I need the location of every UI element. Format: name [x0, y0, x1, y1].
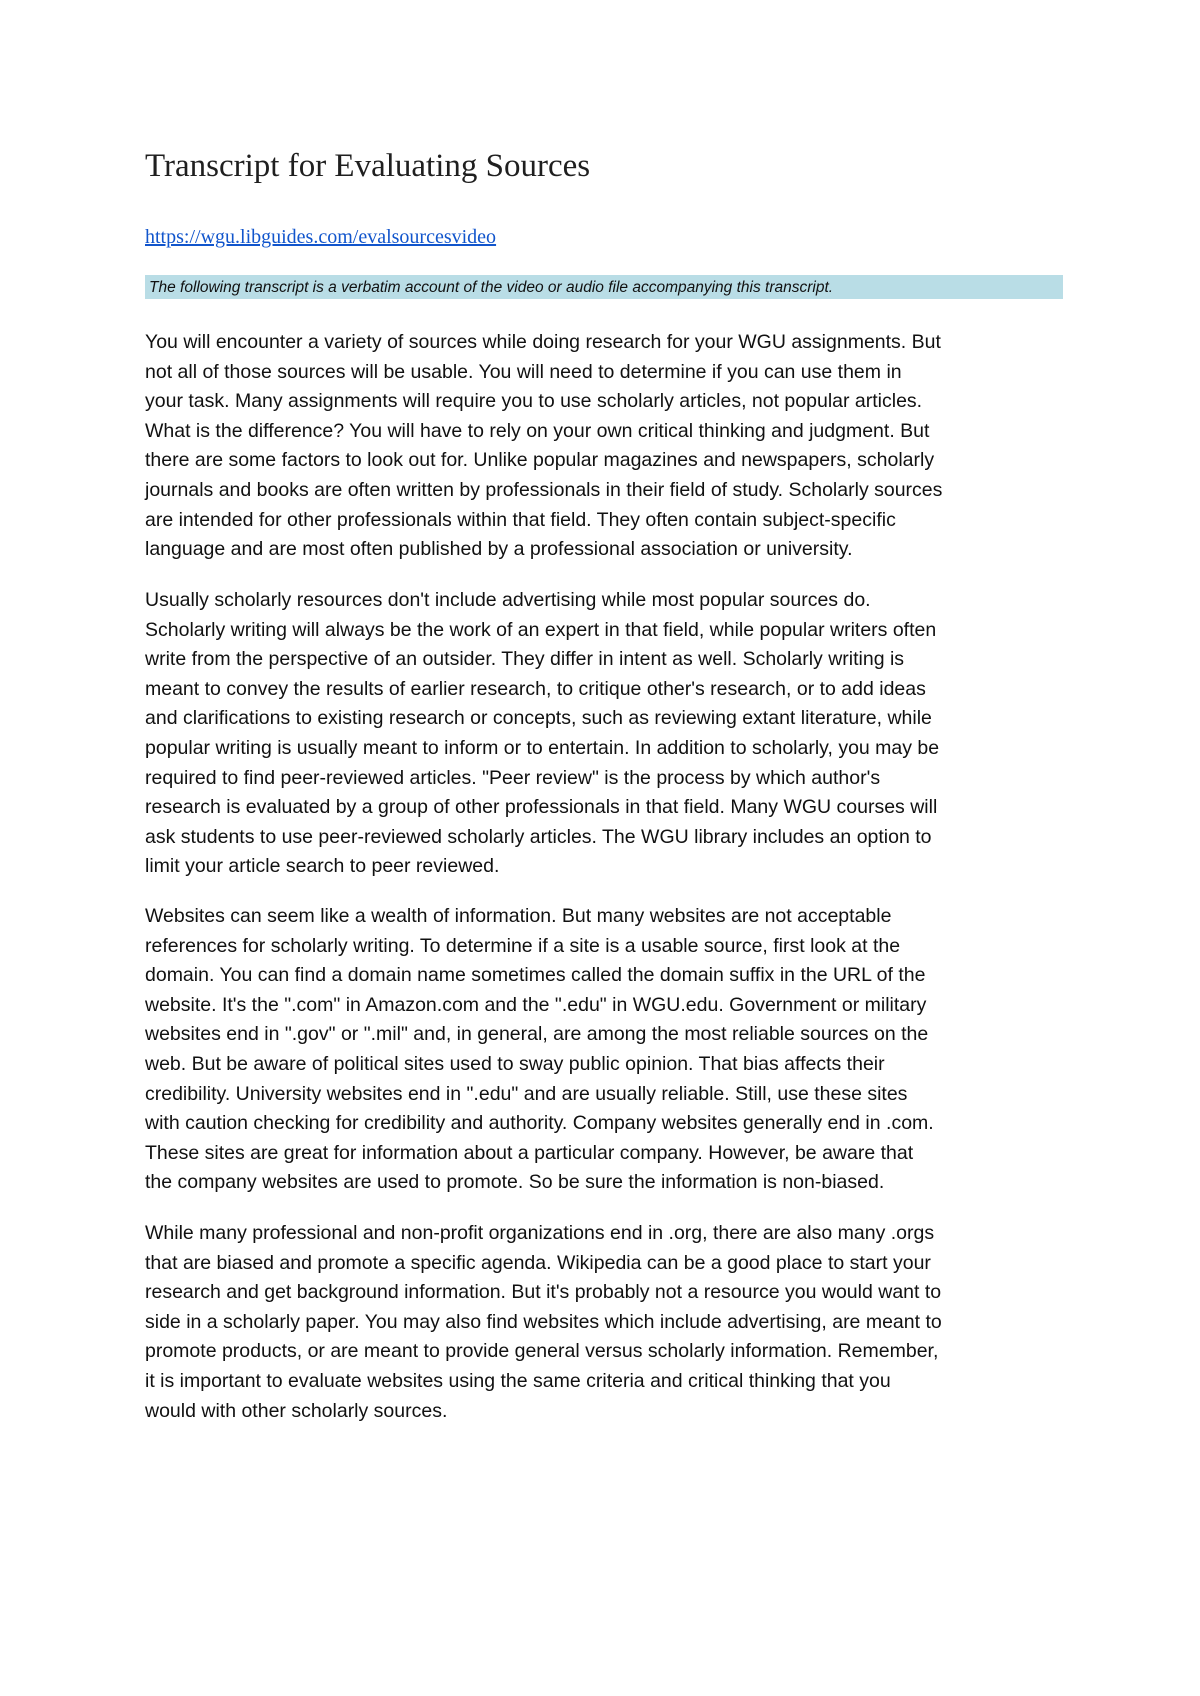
- paragraph-line: While many professional and non-profit organizations end in .org, there are also many .orgs: [145, 1222, 935, 1244]
- page-title: Transcript for Evaluating Sources: [145, 148, 591, 184]
- paragraph-line: promote products, or are meant to provide general versus scholarly information. Remember,: [145, 1340, 939, 1363]
- paragraph-line: your task. Many assignments will require you to use scholarly articles, not popular articles.: [145, 390, 923, 413]
- paragraph-line: Usually scholarly resources don't include advertising while most popular sources do.: [145, 589, 871, 611]
- video-link[interactable]: https://wgu.libguides.com/evalsourcesvideo: [145, 226, 497, 248]
- paragraph-2: [145, 586, 939, 882]
- paragraph-line: with caution checking for credibility and authority. Company websites generally end in .com.: [145, 1112, 934, 1135]
- paragraph-line: popular writing is usually meant to inform or to entertain. In addition to scholarly, you may be: [145, 736, 940, 759]
- paragraph-line: the company websites are used to promote. So be sure the information is non-biased.: [145, 1171, 885, 1194]
- paragraph-line: journals and books are often written by professionals in their field of study. Scholarly sources: [145, 478, 943, 501]
- paragraph-line: website. It's the ".com" in Amazon.com and the ".edu" in WGU.edu. Government or military: [145, 993, 927, 1016]
- paragraph-line: side in a scholarly paper. You may also find websites which include advertising, are meant to: [145, 1310, 942, 1333]
- transcript-notice: The following transcript is a verbatim account of the video or audio file accompanying this transcript.: [145, 275, 1063, 299]
- paragraph-line: references for scholarly writing. To determine if a site is a usable source, first look at the: [145, 934, 901, 957]
- paragraph-line: not all of those sources will be usable. You will need to determine if you can use them in: [145, 360, 902, 383]
- paragraph-line: What is the difference? You will have to rely on your own critical thinking and judgment. But: [145, 419, 930, 442]
- paragraph-line: web. But be aware of political sites used to sway public opinion. That bias affects their: [145, 1052, 885, 1075]
- paragraph-line: ask students to use peer-reviewed scholarly articles. The WGU library includes an option to: [145, 825, 932, 848]
- paragraph-line: research and get background information. But it's probably not a resource you would want to: [145, 1281, 942, 1304]
- paragraph-line: These sites are great for information about a particular company. However, be aware that: [145, 1141, 914, 1164]
- paragraph-line: limit your article search to peer reviewed.: [145, 855, 500, 878]
- paragraph-line: required to find peer-reviewed articles. "Peer review" is the process by which author's: [145, 766, 881, 789]
- paragraph-line: meant to convey the results of earlier research, to critique other's research, or to add ideas: [145, 677, 926, 700]
- paragraph-line: it is important to evaluate websites using the same criteria and critical thinking that you: [145, 1369, 891, 1392]
- paragraph-line: there are some factors to look out for. Unlike popular magazines and newspapers, scholarly: [145, 449, 935, 472]
- paragraph-line: Websites can seem like a wealth of information. But many websites are not acceptable: [145, 905, 892, 927]
- paragraph-line: websites end in ".gov" or ".mil" and, in general, are among the most reliable sources on the: [145, 1023, 929, 1046]
- paragraph-line: write from the perspective of an outsider. They differ in intent as well. Scholarly writing is: [145, 648, 905, 671]
- paragraph-line: that are biased and promote a specific agenda. Wikipedia can be a good place to start your: [145, 1251, 931, 1274]
- paragraph-line: and clarifications to existing research or concepts, such as reviewing extant literature, while: [145, 707, 932, 730]
- paragraph-line: research is evaluated by a group of other professionals in that field. Many WGU courses will: [145, 796, 938, 819]
- paragraph-line: You will encounter a variety of sources while doing research for your WGU assignments. But: [145, 331, 941, 353]
- paragraph-line: language and are most often published by a professional association or university.: [145, 538, 853, 561]
- paragraph-line: are intended for other professionals within that field. They often contain subject-specific: [145, 508, 896, 531]
- paragraph-3: [145, 902, 934, 1198]
- paragraph-line: Scholarly writing will always be the work of an expert in that field, while popular writers often: [145, 618, 937, 641]
- paragraph-line: domain. You can find a domain name sometimes called the domain suffix in the URL of the: [145, 964, 926, 987]
- paragraph-line: would with other scholarly sources.: [145, 1399, 448, 1422]
- paragraph-1: [145, 328, 942, 565]
- paragraph-line: credibility. University websites end in ".edu" and are usually reliable. Still, use these sites: [145, 1082, 908, 1105]
- paragraph-4: [145, 1219, 942, 1426]
